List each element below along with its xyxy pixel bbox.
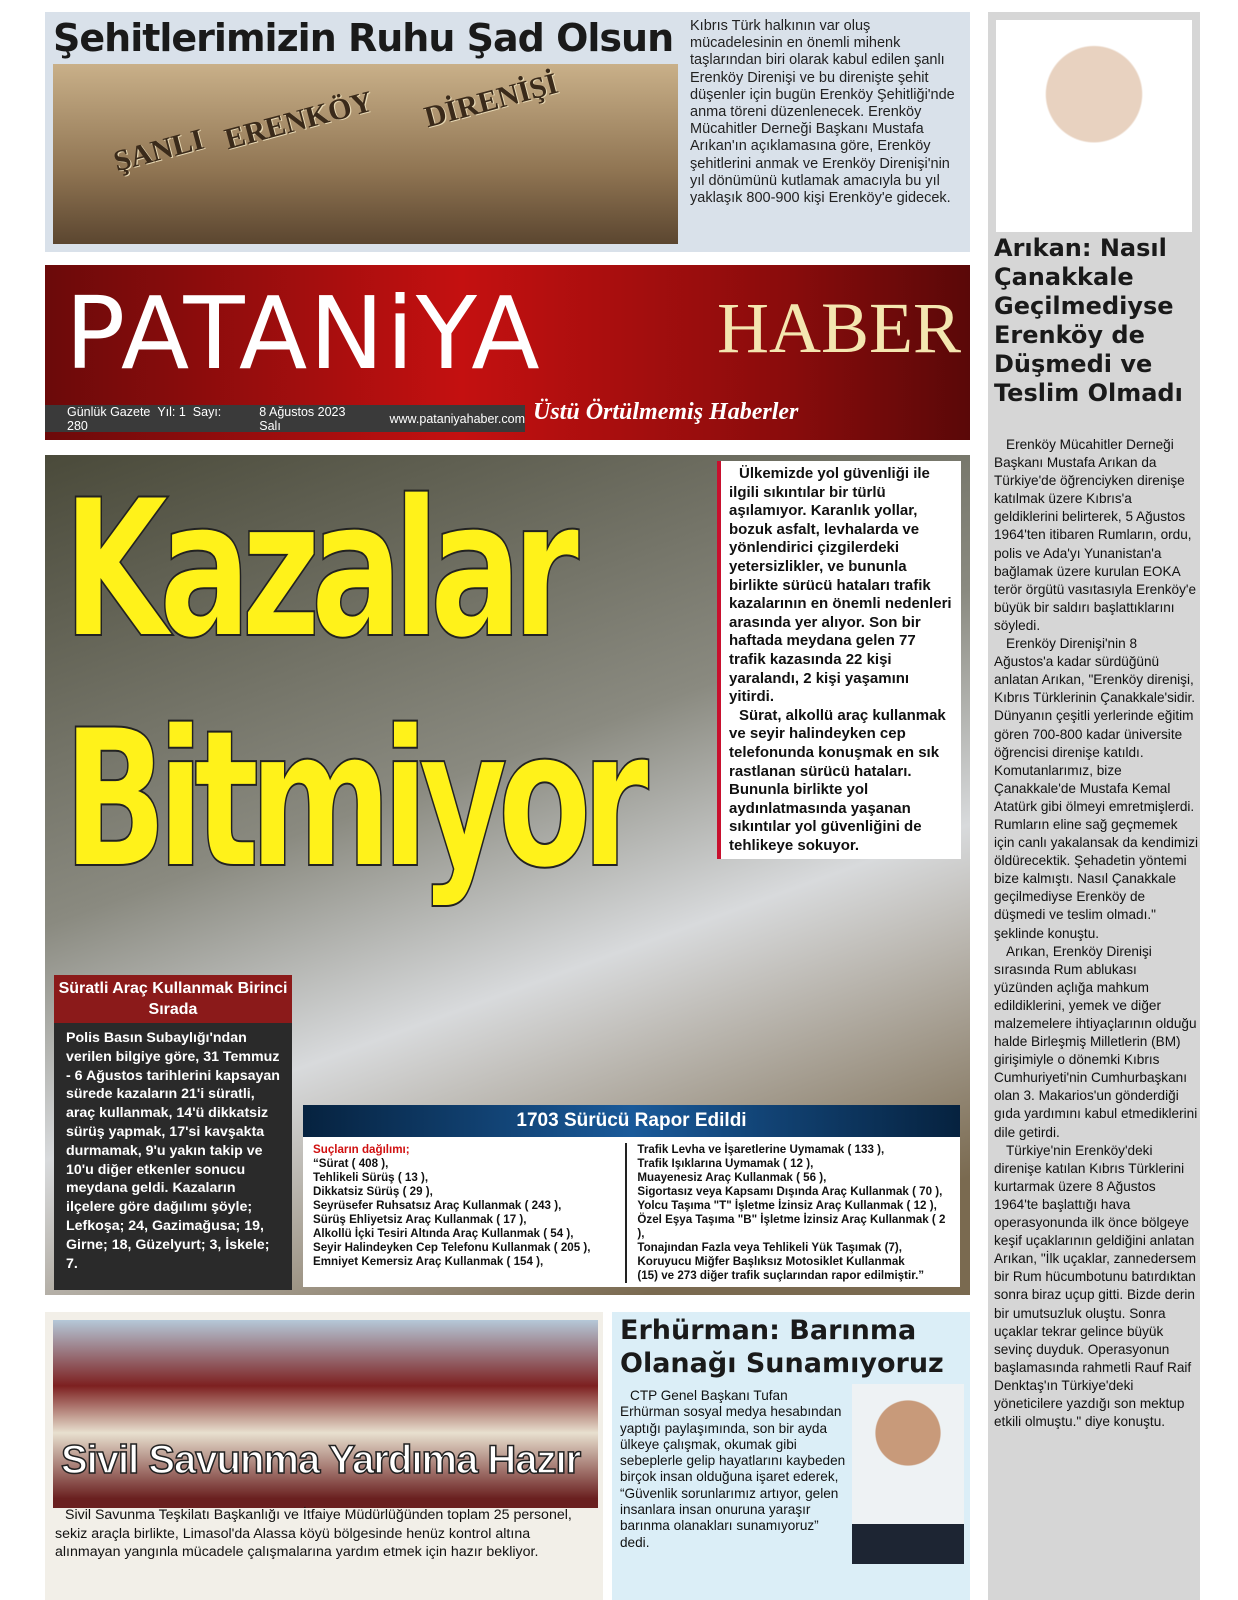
image-text: ŞANLI [110,122,208,179]
right-title: Arıkan: Nasıl Çanakkale Geçilmediyse Erenköy de Düşmedi ve Teslim Olmadı [994,234,1183,407]
report-item: Trafik Işıklarına Uymamak ( 12 ), [637,1157,814,1170]
headline [63,455,639,915]
website-link[interactable]: www.pataniyahaber.com [389,411,525,426]
side-body: Polis Basın Subaylığı'ndan verilen bilgiye göre, 31 Temmuz - 6 Ağustos tarihlerini kapsayan sürede kazaların 21'i süratli, araç kullanmak, 14'ü dikkatsiz sürüş yapmak, 17'si kavşakta durmamak, 9'u yakın takip ve 10'u diğer etkenler sonucu meydana geldi. Kazaların ilçelere göre dağılımı şöyle; Lefkoşa; 24, Gazimağusa; 19, Girne; 18, Güzelyurt; 3, İskele; 7. [66,1030,280,1272]
report-item: Trafik Levha ve İşaretlerine Uymamak ( 133 ), [637,1143,885,1156]
report-item: (15) ve 273 diğer trafik suçlarından rapor edilmiştir.” [637,1269,925,1282]
slogan: Üstü Örtülmemiş Haberler [533,399,799,425]
paragraph: Arıkan, Erenköy Direnişi sırasında Rum ablukası yüzünden açlığa mahkum edildiklerini, yemek ve diğer malzemelere ihtiyaçlarının olduğu halde Birleşmiş Milletlerin (BM) girişimiyle o dönemki Kıbrıs Cumhuriyeti'nin Cumhurbaşkanı olan 3. Makarios'un gönderdiği gıda yardımını kabul etmediklerini dile getirdi. [994,943,1198,1140]
lead-box [717,461,961,859]
report-label: Suçların dağılımı; [313,1143,410,1156]
main-story [45,455,970,1295]
report-item: Seyir Halindeyken Cep Telefonu Kullanmak ( 205 ), [313,1241,591,1254]
masthead [45,265,970,440]
bottom-left-title: Sivil Savunma Yardıma Hazır [61,1438,581,1482]
report-item: Emniyet Kemersiz Araç Kullanmak ( 154 ), [313,1255,544,1268]
report-item: Dikkatsiz Sürüş ( 29 ), [313,1185,433,1198]
logo-haber: HABER [717,288,962,368]
arikan-photo [996,20,1192,232]
report-item: Muayenesiz Araç Kullanmak ( 56 ), [637,1171,827,1184]
report-box [303,1105,960,1287]
report-item: Sürüş Ehliyetsiz Araç Kullanmak ( 17 ), [313,1213,527,1226]
report-item: Yolcu Taşıma "T" İşletme İzinsiz Araç Kullanmak ( 12 ), [637,1199,937,1212]
report-item: Sigortasız veya Kapsamı Dışında Araç Kullanmak ( 70 ), [637,1185,943,1198]
bottom-left-body: Sivil Savunma Teşkilatı Başkanlığı ve İtfaiye Müdürlüğünden toplam 25 personel, sekiz araçla birlikte, Limasol'da Alassa köyü bölgesinde henüz kontrol altına alınmayan yangınla mücadele çalışmalarına yardım etmek için hazır bekliyor. [55,1507,572,1561]
report-item: Koruyucu Miğfer Başlıksız Motosiklet Kullanmak [637,1255,905,1268]
paragraph: Erenköy Direnişi'nin 8 Ağustos'a kadar sürdüğünü anlatan Arıkan, "Erenköy direnişi, Kıbrıs Türklerinin Çanakkale'sidir. Dünyanın çeşitli yerlerinde eğitim gören 700-800 kadar üniversite öğrencisi direnişe katıldı. Komutanlarımız, bize Çanakkale'de Mustafa Kemal Atatürk gibi ölmeyi emretmişlerdi. Rumların eline sağ geçmemek için canlı yakalansak da kendimizi öldürecektik. Şehadetin yöntemi bize kalmıştı. Nasıl Çanakkale geçilmediyse Erenköy de düşmedi ve teslim olmadı." şeklinde konuştu. [994,636,1199,941]
side-box [54,975,292,1290]
lead-text: Sürat, alkollü araç kullanmak ve seyir halindeyken cep telefonunda konuşmak en sık rastlanan sürücü hataları. Bununla birlikte yol aydınlatmasında yaşanan sıkıntılar yol güvenliğini de tehlikeye sokuyor. [729,706,946,854]
paragraph: Erenköy Mücahitler Derneği Başkanı Mustafa Arıkan da Türkiye'de öğrenciyken direnişe katılmak üzere Kıbrıs'a geldiklerini belirterek, 5 Ağustos 1964'ten itibaren Rumların, ordu, polis ve Ada'yı Yunanistan'a bağlamak üzere kurulan EOKA terör örgütü vasıtasıyla Erenköy'e büyük bir saldırı başlattıklarını söyledi. [994,437,1197,633]
paper-type: Günlük Gazete [67,404,151,419]
top-story-title: Şehitlerimizin Ruhu Şad Olsun [53,16,674,60]
bottom-right-body: CTP Genel Başkanı Tufan Erhürman sosyal medya hesabından yaptığı paylaşımında, son bir ayda ülkeye çalışmak, okumak gibi sebeplerle gelip hayatlarını kaybeden birçok insan olduğuna işaret ederek, “Güvenlik sorunlarımız artıyor, gelen insanlara insan onuruna yaraşır barınma olanakları sunamıyoruz” dedi. [620,1388,846,1550]
bottom-left-story [45,1312,603,1600]
bottom-right-story [612,1312,970,1600]
right-body [994,436,1198,1431]
logo: PATANiYA [65,275,542,392]
right-column [988,12,1200,1600]
top-story-body: Kıbrıs Türk halkının var oluş mücadelesinin en önemli mihenk taşlarından biri olarak kabul edilen şanlı Erenköy Direnişi ve bu direnişte şehit düşenler için bugün Erenköy Şehitliği'nde anma töreni düzenlenecek. Erenköy Mücahitler Derneği Başkanı Mustafa Arıkan'ın açıklamasına göre, Erenköy şehitlerini anmak ve Erenköy Direnişi'nin yıl dönümünü kutlamak amacıyla bu yıl yaklaşık 800-900 kişi Erenköy'e gidecek. [690,18,955,207]
top-story [45,12,970,252]
lead-text: Ülkemizde yol güvenliği ile ilgili sıkıntılar bir türlü aşılamıyor. Karanlık yollar, bozuk asfalt, levhalarda ve yönlendirici çizgilerdeki yetersizlikler, ve bununla birlikte sürücü hataları trafik kazalarının en önemli nedenleri arasında yer alıyor. Son bir haftada meydana gelen 77 trafik kazasında 22 kişi yaralandı, 2 kişi yaşamını yitirdi. [729,465,952,706]
civil-defense-photo [53,1320,598,1508]
report-title: 1703 Sürücü Rapor Edildi [303,1105,960,1137]
erhurman-photo [852,1384,964,1564]
side-title: Süratli Araç Kullanmak Birinci Sırada [54,975,292,1023]
headline-line: Bitmiyor [63,689,639,910]
report-item: Tehlikeli Sürüş ( 13 ), [313,1171,429,1184]
year: Yıl: 1 [157,404,186,419]
issue: Sayı: 280 [67,404,222,433]
paragraph: Türkiye'nin Erenköy'deki direnişe katılan Kıbrıs Türklerini kurtarmak üzere 8 Ağustos 1964'te başlattığı hava operasyonunda ilk önce bölgeye keşif uçaklarının geldiğini anlatan Arıkan, "İlk uçaklar, zannedersem bir Rum hücumbotunu batırdıktan sonra biraz uçup gitti. Bizde derin bir umutsuzluk oluştu. Sonra uçaklar tekrar gelince büyük sevinç duyduk. Operasyonun başlamasında rahmetli Rauf Raif Denktaş'ın Türkiye'deki yöneticilere yazdığı son mektup etkili olmuştu." diye konuştu. [994,1142,1197,1430]
bottom-right-title: Erhürman: Barınma Olanağı Sunamıyoruz [620,1315,944,1379]
report-item: “Sürat ( 408 ), [313,1157,389,1170]
headline-line: Kazalar [63,459,570,680]
date: 8 Ağustos 2023 Salı [259,404,346,433]
image-text: ERENKÖY [221,84,377,157]
report-item: Seyrüsefer Ruhsatsız Araç Kullanmak ( 243 ), [313,1199,562,1212]
report-item: Tonajından Fazla veya Tehlikeli Yük Taşımak (7), [637,1241,902,1254]
image-text: DİRENİŞİ [420,66,562,135]
erenkoy-photo [53,64,678,244]
report-item: Alkollü İçki Tesiri Altında Araç Kullanmak ( 54 ), [313,1227,574,1240]
report-item: Özel Eşya Taşıma "B" İşletme İzinsiz Araç Kullanmak ( 2 ), [637,1213,946,1240]
info-bar [45,405,525,432]
